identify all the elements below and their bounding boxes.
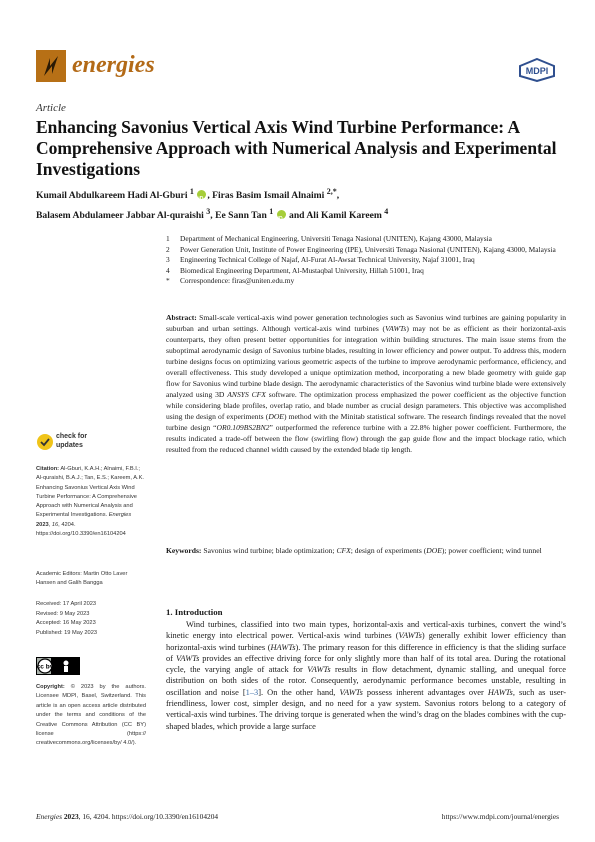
- abstract-text: ) method with the Minitab statistical software. The research findings revealed that the novel turbine design “: [166, 412, 566, 432]
- introduction-text: [166, 619, 566, 732]
- mdpi-logo-icon: [517, 58, 557, 82]
- check-updates-label: [56, 433, 87, 450]
- keywords-text: ; design of experiments (: [350, 546, 427, 555]
- copyright-text: © 2023 by the authors. Licensee MDPI, Basel, Switzerland. This article is an open access article distributed under the terms and conditions of the Creative Commons Attribution (CC BY) license (https:// creativecommons.org/licenses/by/ 4.0/).: [36, 684, 146, 747]
- date-received: Received: 17 April 2023: [36, 601, 97, 607]
- author-affiliation-mark: 1: [269, 207, 274, 217]
- keywords-text: Savonius wind turbine; blade optimization;: [203, 546, 337, 555]
- author-affiliation-mark: 1: [189, 187, 194, 196]
- affiliation-mark: 2: [166, 244, 170, 254]
- orcid-icon[interactable]: [197, 190, 206, 199]
- footer-url[interactable]: https://www.mdpi.com/journal/energies: [441, 812, 559, 821]
- citation: Citation: Al-Gburi, K.A.H.; Alnaimi, F.B.I.; Al-quraishi, B.A.J.; Tan, E.S.; Kareem, A.K. Enhancing Savonius Vertical Axis Wind Turbine Performance: A Comprehensive Approach with Numerical Analysis and Experimental Investigations. Energies 2023, 16, 4204. https://doi.org/10.3390/en16104204: [36, 466, 145, 538]
- mdpi-logo-text: MDPI: [525, 66, 549, 76]
- author-name[interactable]: Ali Kamil Kareem: [306, 210, 382, 222]
- keywords-text: CFX: [336, 546, 351, 555]
- keywords-text: ); power coefficient; wind tunnel: [441, 546, 542, 555]
- body-text: results in flow detachment, dynamic stalling, and unequal force distribution on both sides of the rotor. Consequently, aerodynamic performance becomes unstable, resulting in oscillation and noise [: [166, 665, 566, 697]
- citation-year: 2023: [36, 521, 49, 528]
- abstract-text: OR0.109BS2BN2: [216, 423, 270, 432]
- author-affiliation-mark: 2,*: [326, 187, 337, 196]
- abstract-text: Small-scale vertical-axis wind power generation technologies such as Savonius wind turbines are gaining popularity in suburban and urban settings. Although vertical-axis wind turbines (: [166, 313, 566, 333]
- affiliation-mark: 1: [166, 234, 170, 243]
- author-conjunction: and: [289, 210, 305, 222]
- abstract-text: DOE: [268, 412, 284, 421]
- body-text: ) generally exhibit lower efficiency than horizontal-axis wind turbines (: [166, 631, 566, 652]
- affiliation-mark: 4: [166, 265, 170, 275]
- cc-by-license-icon[interactable]: [36, 657, 80, 675]
- abstract-text: software. The optimization process emphasized the power coefficient as the objective function while considering blade profiles, overlap ratio, and blade number as crucial design parameters. This objective was accomplished using the design of experiments (: [166, 390, 566, 421]
- author-separator: ,: [210, 210, 213, 222]
- article-type: Article: [36, 102, 66, 114]
- affiliations: [166, 234, 566, 287]
- affiliation-item: [166, 234, 566, 245]
- affiliation-text: Department of Mechanical Engineering, Universiti Tenaga Nasional (UNITEN), Kajang 43000, Malaysia: [180, 234, 492, 243]
- abstract-text: ANSYS CFX: [227, 390, 266, 399]
- citation-journal: Energies: [108, 512, 132, 519]
- body-text: possess inherent advantages over: [362, 687, 488, 697]
- author-affiliation-mark: 3: [206, 207, 211, 217]
- check-for-updates-button[interactable]: [36, 433, 146, 455]
- check-updates-icon: [36, 433, 54, 451]
- abstract-text: VAWTs: [385, 324, 407, 333]
- author-list: [36, 184, 566, 224]
- abstract: [166, 312, 566, 455]
- author-affiliation-mark: 4: [384, 207, 389, 217]
- copyright-label: Copyright:: [36, 684, 65, 690]
- body-text: VAWTs: [307, 665, 331, 675]
- body-text: , such as user-friendliness, lower cost, simpler design, and no need for a yaw system. Savonius rotors belong to a category of vertical-axis wind turbines. The driving torque is generated when the wind’s drag on the blades combines with the cup-shaped blades, which provide a large surface: [166, 687, 567, 731]
- keywords: [166, 545, 566, 556]
- body-text: VAWTs: [339, 687, 363, 697]
- author-name[interactable]: Firas Basim Ismail Alnaimi: [212, 190, 325, 202]
- body-text: VAWTs: [398, 631, 422, 641]
- affiliation-item: [166, 255, 566, 266]
- affiliation-item: [166, 266, 566, 277]
- date-accepted: Accepted: 16 May 2023: [36, 620, 96, 626]
- affiliation-text: Biomedical Engineering Department, Al-Mustaqbal University, Hillah 51001, Iraq: [180, 265, 424, 275]
- author-separator: ,: [336, 190, 340, 202]
- date-published: Published: 19 May 2023: [36, 629, 98, 636]
- author-name[interactable]: Ee Sann Tan: [215, 210, 267, 222]
- footer-citation: [36, 812, 218, 821]
- body-text: VAWTs: [175, 653, 200, 663]
- citation-label: Citation:: [36, 466, 60, 472]
- keywords-label: Keywords:: [166, 546, 202, 555]
- academic-editors: Academic Editors: Martin Otto Laver Hansen and Galih Bangga: [36, 571, 128, 587]
- journal-logo-icon: [36, 50, 66, 82]
- keywords-text: DOE: [426, 546, 442, 555]
- affiliation-text: Engineering Technical College of Najaf, Al-Furat Al-Awsat Technical University, Najaf 31001, Iraq: [180, 255, 475, 264]
- body-text: ). The primary reason for this difference in efficiency is that the sliding surface of: [166, 642, 566, 663]
- date-revised: Revised: 9 May 2023: [36, 610, 90, 617]
- author-separator: ,: [207, 190, 210, 202]
- affiliation-text: Power Generation Unit, Institute of Power Engineering (IPE), Universiti Tenaga Nasional (UNITEN), Kajang 43000, Malaysia: [180, 244, 556, 254]
- publication-dates: [36, 600, 146, 638]
- body-text: Wind turbines, classified into two main types, horizontal-axis and vertical-axis turbines, convert the wind’s kinetic energy into electrical power. Vertical-axis wind turbines (: [166, 620, 566, 641]
- correspondence-text[interactable]: Correspondence: firas@uniten.edu.my: [180, 276, 295, 285]
- footer-year: 2023: [63, 812, 79, 821]
- abstract-label: Abstract:: [166, 313, 197, 322]
- abstract-text: ) may not be as efficient as their horizontal-axis counterparts, they often present better opportunities for integration within building structures. The main issue stems from the suboptimal aerodynamic design of Savonius turbine blades, resulting in lower efficiency and power output. To address this, modern turbine designs focus on optimizing various geometric aspects of the turbine to improve aerodynamic performance, efficiency, and overall effectiveness. This study developed a unique optimization method, incorporating a new blade geometry with guide gap flow for Savonius wind turbine blade design. The aerodynamic characteristics of the Savonius wind turbine blade were extensively analyzed using 3D: [166, 324, 566, 399]
- affiliation-mark: *: [166, 276, 170, 285]
- footer-doi[interactable]: , 16, 4204. https://doi.org/10.3390/en16104204: [78, 812, 219, 821]
- section-heading-introduction: 1. Introduction: [166, 607, 223, 617]
- check-updates-line: updates: [56, 441, 83, 449]
- affiliation-mark: 3: [166, 255, 170, 264]
- affiliation-item: [166, 245, 566, 256]
- body-text: provides an effective driving force for only slightly more than half of its total area. During the rotational cycle, the varying angle of attack for: [166, 653, 566, 675]
- abstract-text: ” outperformed the reference turbine with a 22.8% higher power coefficient. Furthermore, the results indicated a trade-off between the flow (swirling flow) through the gap guide flow and the impact blockage ratio, which resulted from the reduced channel width caused by the extended blade tip length.: [166, 423, 566, 454]
- orcid-icon[interactable]: [277, 210, 286, 219]
- citation-text: Al-Gburi, K.A.H.; Alnaimi, F.B.I.; Al-quraishi, B.A.J.; Tan, E.S.; Kareem, A.K. Enhancing Savonius Vertical Axis Wind Turbine Performance: A Comprehensive Approach with Numerical Analysis and Experimental Investigations.: [36, 466, 145, 519]
- cc-logo-text: cc by: [36, 663, 54, 671]
- citation-doi[interactable]: , 4204. https://doi.org/10.3390/en16104204: [36, 521, 126, 538]
- author-name[interactable]: Balasem Abdulameer Jabbar Al-quraishi: [36, 210, 204, 222]
- body-text: HAWTs: [270, 642, 296, 652]
- check-updates-line: check for: [56, 433, 88, 440]
- paper-title: Enhancing Savonius Vertical Axis Wind Turbine Performance: A Comprehensive Approach with Numerical Analysis and Experimental Investigations: [36, 117, 557, 179]
- correspondence-item: [166, 276, 566, 287]
- copyright-notice: [36, 683, 146, 749]
- body-text: HAWTs: [487, 687, 513, 697]
- journal-name: energies: [72, 52, 155, 78]
- citation-volume: 16: [51, 521, 59, 528]
- reference-link[interactable]: 1–3: [245, 687, 259, 697]
- author-name[interactable]: Kumail Abdulkareem Hadi Al-Gburi: [36, 190, 188, 202]
- footer-journal: Energies: [36, 812, 62, 821]
- body-text: ]. On the other hand,: [258, 687, 340, 697]
